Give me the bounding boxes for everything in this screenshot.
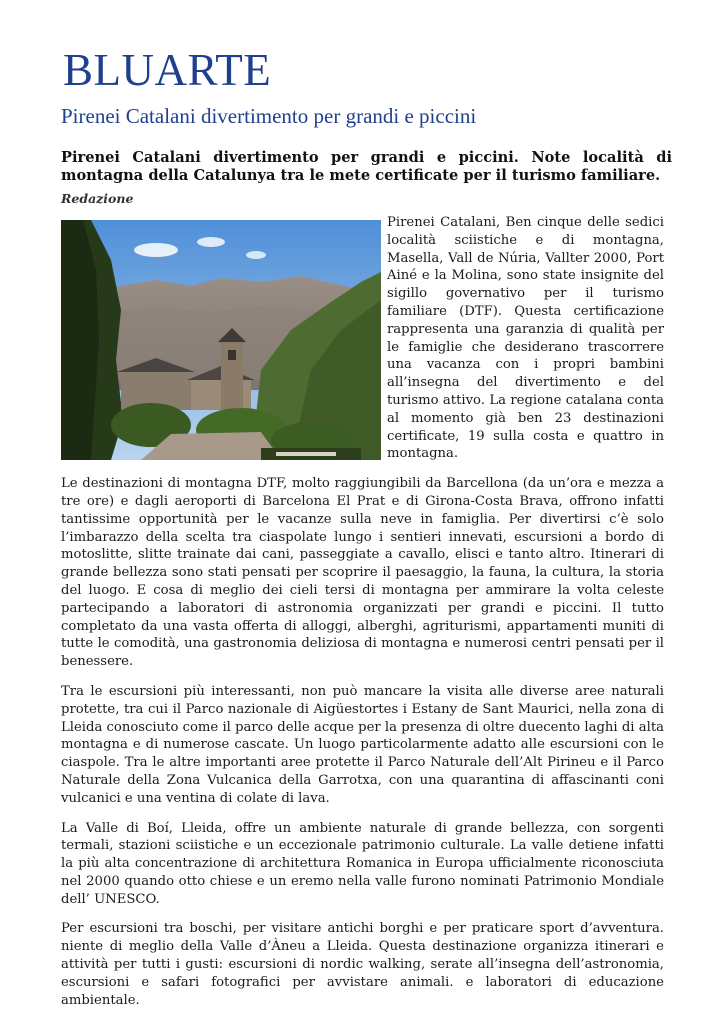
page-title: Pirenei Catalani divertimento per grandi e piccini: [61, 104, 477, 128]
article-paragraph: Pirenei Catalani, Ben cinque delle sedici località sciistiche e di montagna, Masella, Vall de Núria, Vallter 2000, Port Ainé e la Molina, sono state insignite del sigillo governativo per il turismo familiare (DTF). Questa certificazione rappresenta una garanzia di qualità per le famiglie che desiderano trascorrere una vacanza con i propri bambini all’insegna del divertimento e del turismo attivo. La regione catalana conta al momento già ben 23 destinazioni certificate, 19 sulla costa e quattro in montagna.: [387, 215, 664, 462]
article-paragraph: La Valle di Boí, Lleida, offre un ambiente naturale di grande bellezza, con sorgenti termali, stazioni sciistiche e un eccezionale patrimonio culturale. La valle detiene infatti la più alta concentrazione di architettura Romanica in Europa ufficialmente riconosciuta nel 2000 quando otto chiese e un eremo nella valle furono nominati Patrimonio Mondiale dell’ UNESCO.: [61, 820, 664, 907]
site-logo[interactable]: BLUARTE: [63, 45, 272, 95]
article-paragraph: Tra le escursioni più interessanti, non può mancare la visita alle diverse aree naturali protette, tra cui il Parco nazionale di Aigüestortes i Estany de Sant Maurici, nella zona di Lleida conosciuto come il parco delle acque per la presenza di oltre duecento laghi di alta montagna e di numerose cascate. Un luogo particolarmente adatto alle escursioni con le ciaspole. Tra le altre importanti aree protette il Parco Naturale dell’Alt Pirineu e il Parco Naturale della Zona Vulcanica della Garrotxa, con una quarantina di affascinanti coni vulcanici e una ventina di colate di lava.: [61, 683, 664, 806]
photo-mountain-village: [61, 220, 381, 460]
article-paragraph: Per escursioni tra boschi, per visitare antichi borghi e per praticare sport d’avventura. niente di meglio della Valle d’Àneu a Lleida. Questa destinazione organizza itinerari e attività per tutti i gusti: escursioni di nordic walking, serate all’insegna dell’astronomia, escursioni e safari fotografici per avvistare animali. e laboratori di educazione ambientale.: [61, 921, 664, 1008]
article-paragraph: Le destinazioni di montagna DTF, molto raggiungibili da Barcellona (da un’ora e mezza a tre ore) e dagli aeroporti di Barcelona El Prat e di Girona-Costa Brava, offrono infatti tantissime opportunità per le vacanze sulla neve in famiglia. Per divertirsi c’è solo l’imbarazzo della scelta tra ciaspolate lungo i sentieri innevati, escursioni a bordo di motoslitte, slitte trainate dai cani, passeggiate a cavallo, elisci e tanto altro. Itinerari di grande bellezza sono stati pensati per scoprire il paesaggio, la fauna, la cultura, la storia del luogo. E cosa di meglio dei cieli tersi di montagna per ammirare la volta celeste partecipando a laboratori di astronomia organizzati per grandi e piccini. Il tutto completato da una vasta offerta di alloggi, alberghi, agriturismi, appartamenti muniti di tutte le comodità, una gastronomia deliziosa di montagna e numerosi centri pensati per il benessere.: [61, 476, 664, 670]
article-body: [61, 214, 664, 1021]
article-headline: Pirenei Catalani divertimento per grandi e piccini. Note località di montagna della Catalunya tra le mete certificate per il turismo familiare.: [61, 149, 672, 184]
article-author: Redazione: [61, 191, 134, 206]
